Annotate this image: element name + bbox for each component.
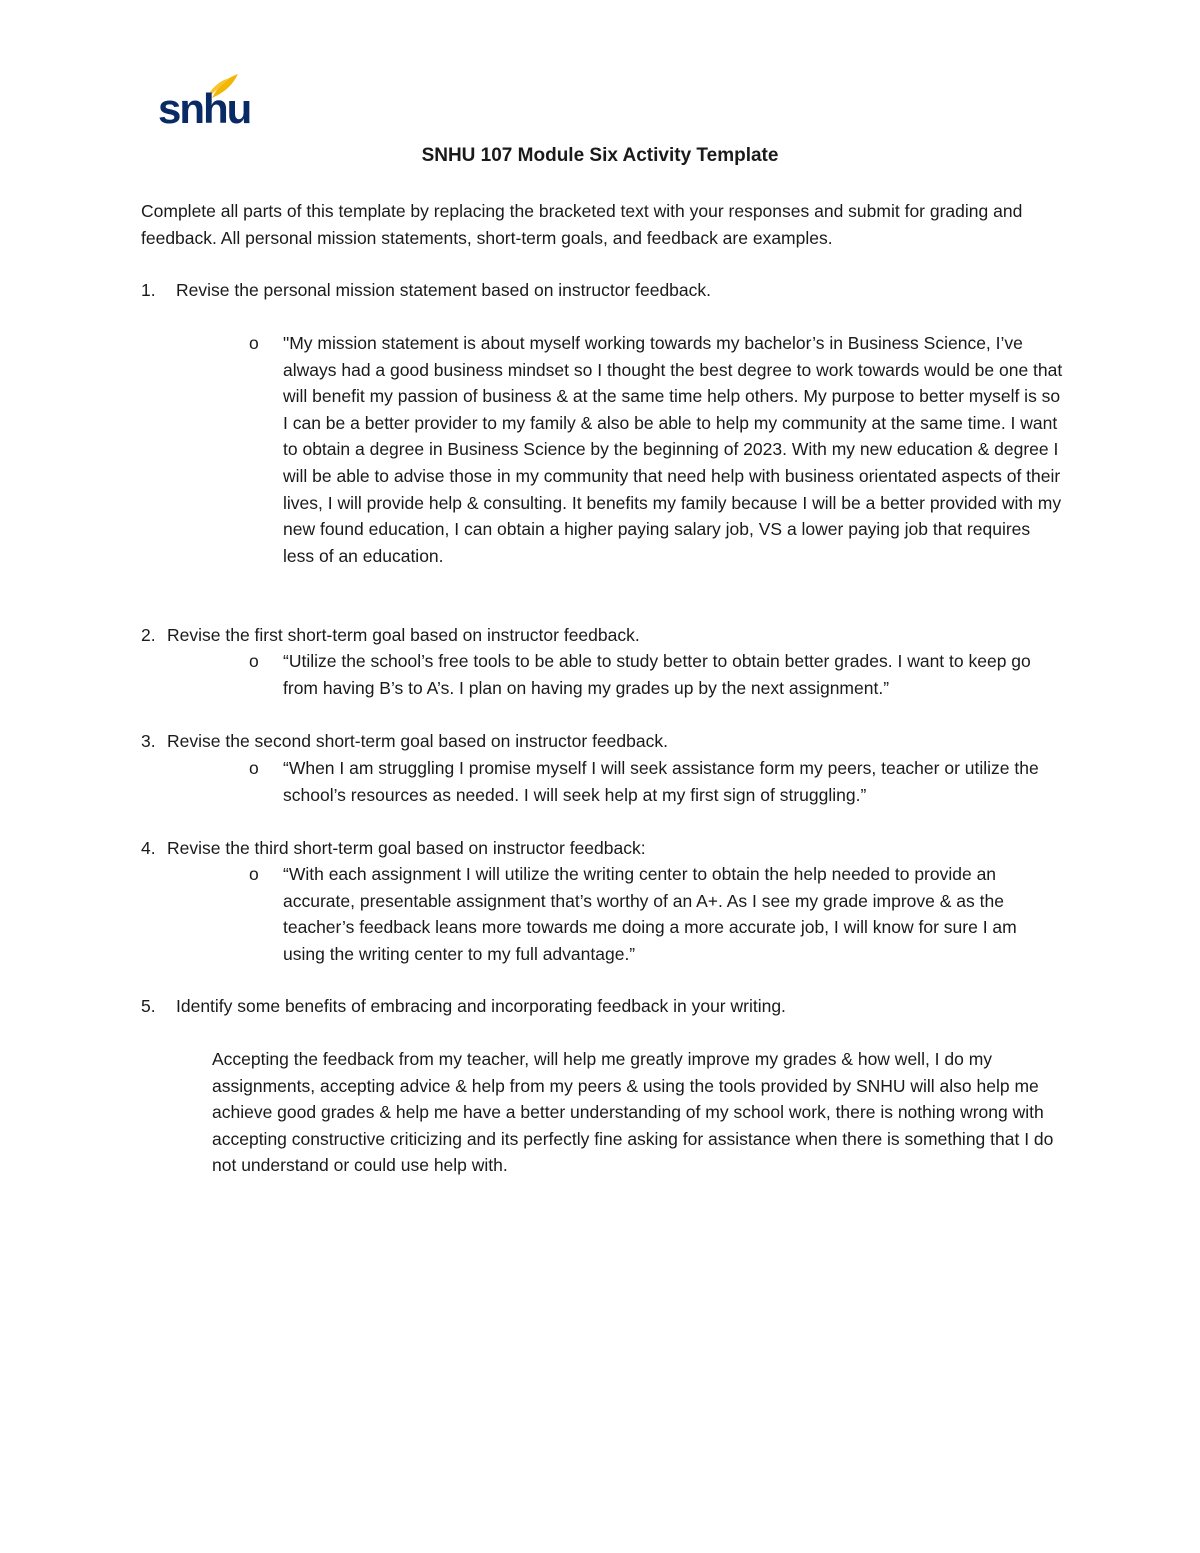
item-2-heading: Revise the first short-term goal based on instructor feedback.	[167, 625, 640, 645]
item-4-response: “With each assignment I will utilize the writing center to obtain the help needed to provide an accurate, presentable assignment that’s worthy of an A+. As I see my grade improve & as the teacher’s feedback leans more towards me doing a more accurate job, I will know for sure I am using the writing center to my full advantage.”	[283, 864, 1017, 964]
intro-paragraph: Complete all parts of this template by replacing the bracketed text with your responses and submit for grading and feedback. All personal mission statements, short-term goals, and feedback are examples.	[141, 201, 1023, 248]
item-3-number: 3.	[141, 731, 156, 751]
item-1-heading: Revise the personal mission statement based on instructor feedback.	[176, 280, 712, 300]
item-4-bullet: o	[249, 864, 259, 884]
snhu-logo	[158, 72, 251, 134]
item-5-number: 5.	[141, 996, 156, 1016]
item-5-response: Accepting the feedback from my teacher, will help me greatly improve my grades & how well, I do my assignments, accepting advice & help from my peers & using the tools provided by SNHU will also help me achieve good grades & help me have a better understanding of my school work, there is nothing wrong with accepting constructive criticizing and its perfectly fine asking for assistance when there is something that I do not understand or could use help with.	[212, 1049, 1054, 1176]
item-4-heading: Revise the third short-term goal based on instructor feedback:	[167, 838, 646, 858]
item-1-bullet: o	[249, 333, 259, 353]
item-2-response: “Utilize the school’s free tools to be able to study better to obtain better grades. I want to keep go from having B’s to A’s. I plan on having my grades up by the next assignment.”	[283, 651, 1031, 698]
item-3-heading: Revise the second short-term goal based on instructor feedback.	[167, 731, 668, 751]
item-5-heading: Identify some benefits of embracing and incorporating feedback in your writing.	[176, 996, 786, 1016]
page-title: SNHU 107 Module Six Activity Template	[421, 145, 779, 166]
item-2-bullet: o	[249, 651, 259, 671]
item-3-response: “When I am struggling I promise myself I will seek assistance form my peers, teacher or utilize the school’s resources as needed. I will seek help at my first sign of struggling.”	[283, 758, 1039, 805]
item-4-number: 4.	[141, 838, 156, 858]
item-2-number: 2.	[141, 625, 156, 645]
item-1-number: 1.	[141, 280, 156, 300]
item-3-bullet: o	[249, 758, 259, 778]
logo-wordmark: snhu	[158, 85, 251, 132]
item-1-response: "My mission statement is about myself working towards my bachelor’s in Business Science, I’ve always had a good business mindset so I thought the best degree to work towards would be one that will benefit my passion of business & at the same time help others. My purpose to better myself is so I can be a better provider to my family & also be able to help my community at the same time. I want to obtain a degree in Business Science by the beginning of 2023. With my new education & degree I will be able to advise those in my community that need help with business orientated aspects of their lives, I will provide help & consulting. It benefits my family because I will be a better provided with my new found education, I can obtain a higher paying salary job, VS a lower paying job that requires less of an education.	[283, 333, 1063, 566]
